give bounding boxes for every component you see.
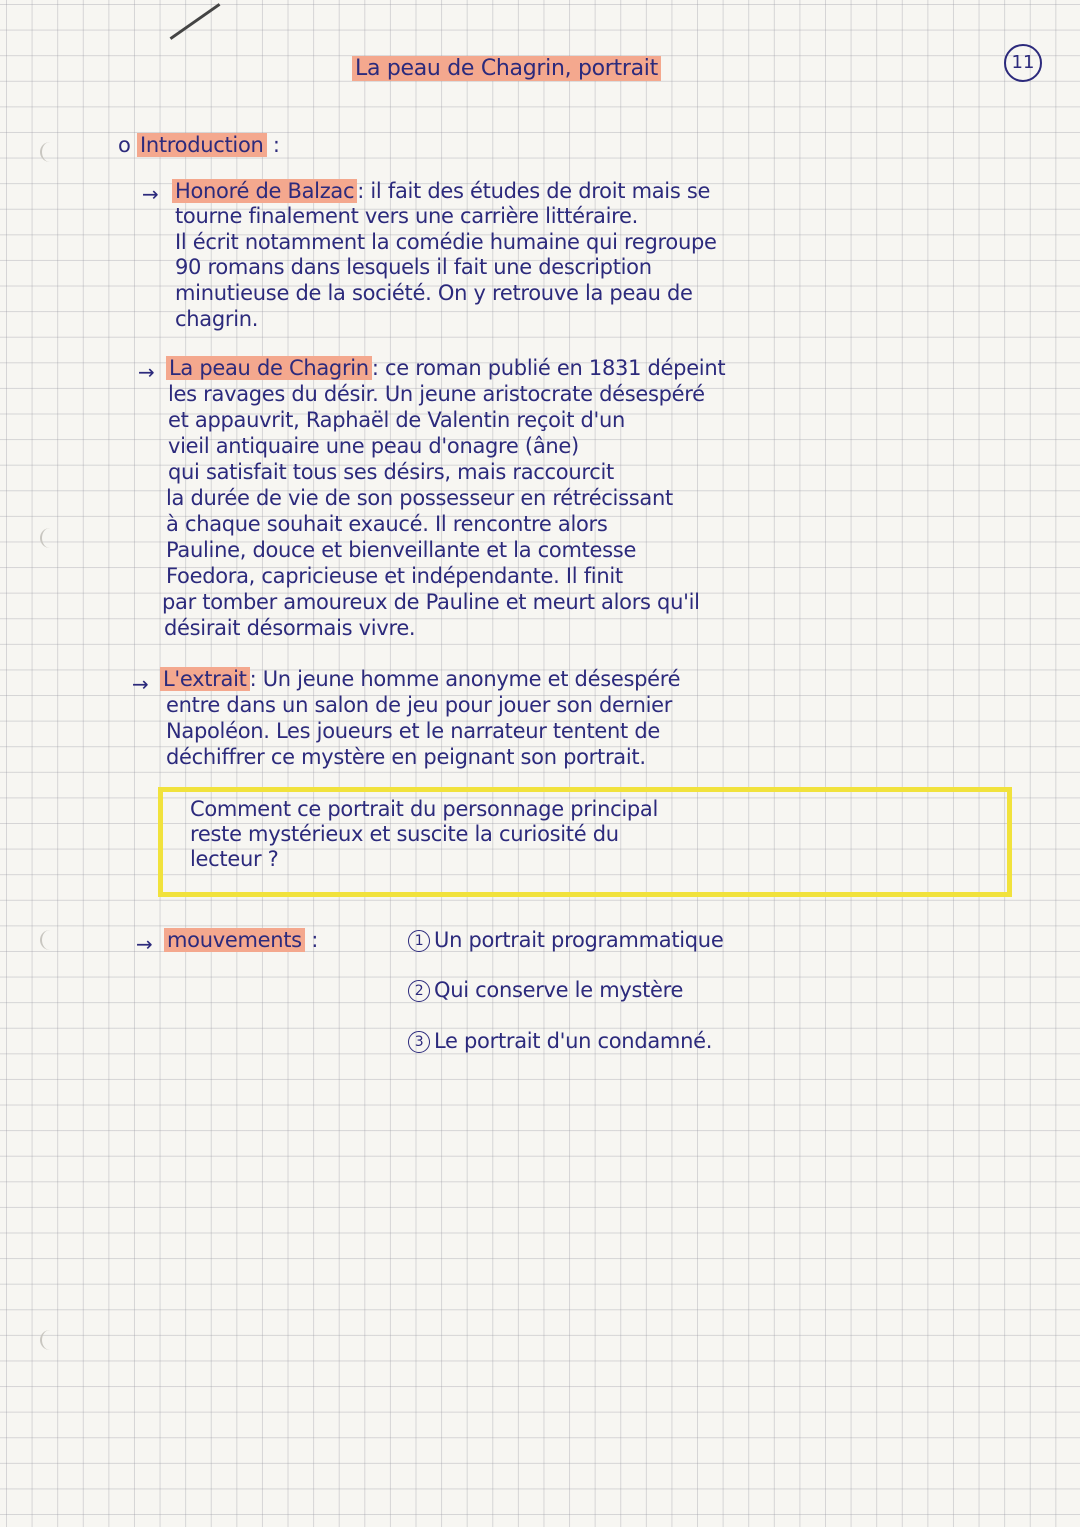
text-line: minutieuse de la société. On y retrouve la peau de: [175, 281, 693, 305]
text-line: et appauvrit, Raphaël de Valentin reçoit d'un: [168, 408, 626, 432]
question-line: Comment ce portrait du personnage principal: [190, 797, 659, 821]
section-heading: o Introduction :: [118, 133, 280, 157]
text-line: tourne finalement vers une carrière littéraire.: [175, 204, 639, 228]
binder-hole: [40, 528, 50, 548]
chagrin-label: La peau de Chagrin: [166, 356, 372, 380]
text-line: les ravages du désir. Un jeune aristocrate désespéré: [168, 382, 705, 406]
title-text: La peau de Chagrin, portrait: [352, 56, 661, 81]
text-line: entre dans un salon de jeu pour jouer son dernier: [166, 693, 673, 717]
mouvement-item: [408, 927, 723, 953]
binder-hole: [40, 1330, 50, 1350]
text-line: Napoléon. Les joueurs et le narrateur tentent de: [166, 719, 661, 743]
text-line: chagrin.: [175, 307, 259, 331]
question-line: lecteur ?: [190, 847, 279, 871]
number-circle: 3: [408, 1031, 430, 1053]
section-text: Introduction: [137, 133, 267, 157]
binder-hole: [40, 142, 50, 162]
page-title: [352, 56, 661, 82]
number-circle: 1: [408, 930, 430, 952]
arrow-icon: →: [136, 932, 153, 956]
text-line: Pauline, douce et bienveillante et la comtesse: [166, 538, 637, 562]
mouvements-heading: mouvements :: [164, 927, 318, 953]
text-line: la durée de vie de son possesseur en rétrécissant: [166, 486, 673, 510]
page-number: 11: [1004, 44, 1042, 82]
text-line: : ce roman publié en 1831 dépeint: [371, 356, 726, 380]
mouvement-item: [408, 977, 683, 1003]
text-line: 90 romans dans lesquels il fait une description: [175, 255, 652, 279]
number-circle: 2: [408, 980, 430, 1002]
arrow-icon: →: [132, 672, 149, 696]
text-line: Il écrit notamment la comédie humaine qui regroupe: [175, 230, 717, 254]
text-line: vieil antiquaire une peau d'onagre (âne): [168, 434, 579, 458]
mouvements-label: mouvements: [164, 928, 305, 952]
text-line: désirait désormais vivre.: [164, 616, 416, 640]
mouvement-text: Le portrait d'un condamné.: [434, 1029, 713, 1053]
question-line: reste mystérieux et suscite la curiosité du: [190, 822, 619, 846]
text-line: : il fait des études de droit mais se: [357, 179, 711, 203]
text-line: : Un jeune homme anonyme et désespéré: [249, 667, 681, 691]
text-line: Foedora, capricieuse et indépendante. Il finit: [166, 564, 623, 588]
pen-mark: [170, 3, 221, 40]
text-line: qui satisfait tous ses désirs, mais raccourcit: [168, 460, 614, 484]
binder-hole: [40, 930, 50, 950]
extrait-label: L'extrait: [160, 667, 250, 691]
mouvement-item: [408, 1028, 712, 1054]
balzac-label: Honoré de Balzac: [172, 179, 357, 203]
arrow-icon: →: [138, 360, 155, 384]
mouvement-text: Un portrait programmatique: [434, 928, 724, 952]
text-line: à chaque souhait exaucé. Il rencontre alors: [166, 512, 608, 536]
text-line: par tomber amoureux de Pauline et meurt alors qu'il: [162, 590, 700, 614]
text-line: déchiffrer ce mystère en peignant son portrait.: [166, 745, 646, 769]
arrow-icon: →: [142, 182, 159, 206]
mouvement-text: Qui conserve le mystère: [434, 978, 684, 1002]
